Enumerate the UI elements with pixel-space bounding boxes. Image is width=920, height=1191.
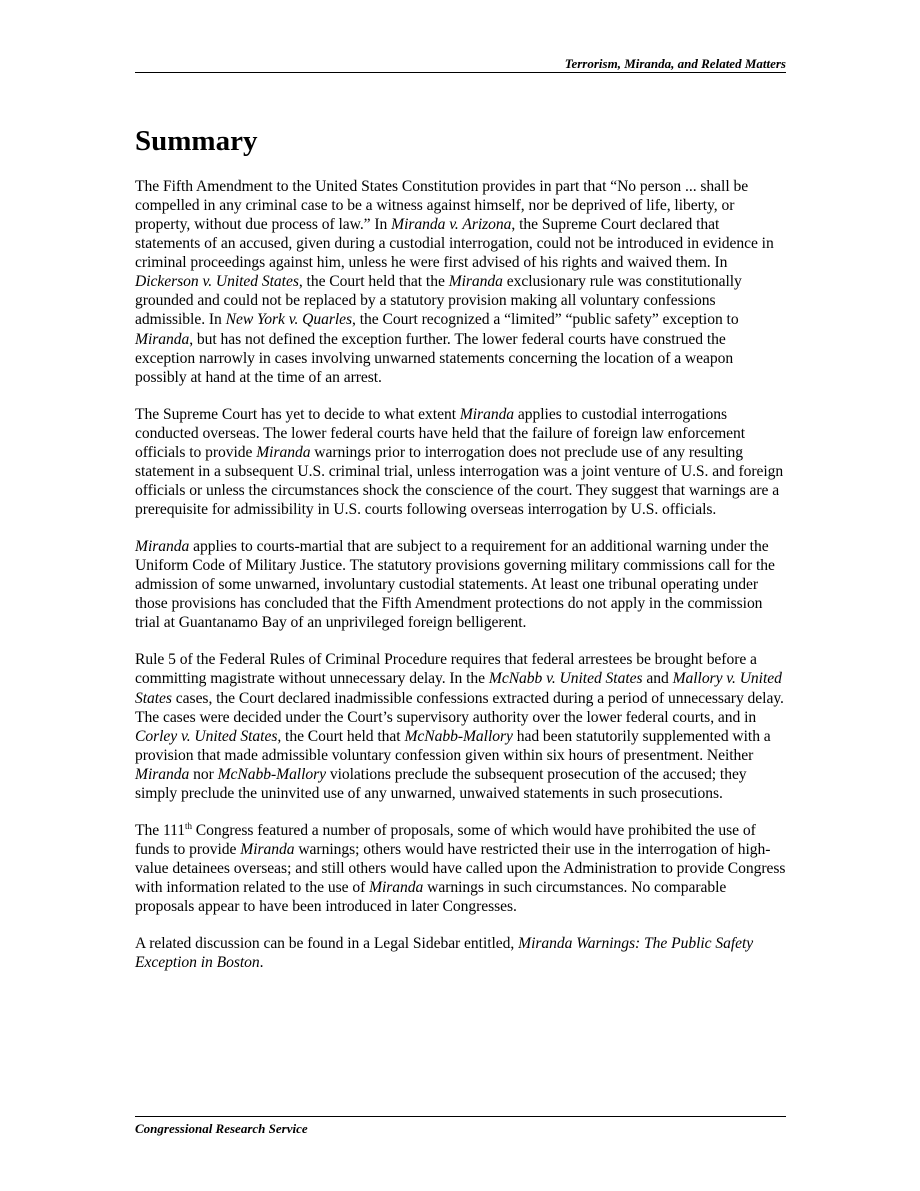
- italic-text-run: Miranda Warnings: The Public Safety Exception in Boston: [135, 935, 754, 972]
- text-run: The Supreme Court has yet to decide to what extent: [135, 405, 460, 423]
- footer-divider: [135, 1116, 786, 1117]
- text-run: warnings in such circumstances. No comparable proposals appear to have been introduced in later Congresses.: [135, 879, 727, 916]
- summary-body: [135, 177, 786, 990]
- text-run: and: [642, 670, 673, 688]
- italic-text-run: Mallory v. United States: [135, 670, 782, 707]
- italic-text-run: Miranda: [369, 879, 424, 897]
- text-run: The 111: [135, 821, 186, 839]
- italic-text-run: Dickerson v. United States: [135, 273, 299, 291]
- text-run: The Fifth Amendment to the United States Constitution provides in part that “No person ... shall be compelled in any criminal case to be a witness against himself, nor be deprived of life, liberty, or property, without due process of law.” In: [135, 178, 749, 234]
- italic-text-run: McNabb-Mallory: [217, 765, 327, 783]
- text-run: violations preclude the subsequent prosecution of the accused; they simply preclude the uninvited use of any unwarned, unwaived statements in such prosecutions.: [135, 765, 747, 802]
- header-divider: [135, 72, 786, 73]
- text-run: , the Court recognized a “limited” “public safety” exception to: [352, 311, 739, 329]
- footer-publisher: Congressional Research Service: [135, 1121, 308, 1136]
- italic-text-run: Miranda: [459, 405, 515, 423]
- text-run: applies to courts-martial that are subject to a requirement for an additional warning under the Uniform Code of Military Justice. The statutory provisions governing military commissions call for the admission of some unwarned, involuntary custodial statements. At least one tribunal operating under those provisions has concluded that the Fifth Amendment protections do not apply in the commission trial at Guantanamo Bay of an unprivileged foreign belligerent.: [135, 538, 775, 632]
- paragraph-rule-5: [135, 650, 786, 803]
- italic-text-run: Corley v. United States,: [135, 727, 282, 745]
- text-run: , the Supreme Court declared that statements of an accused, given during a custodial interrogation, could not be introduced in evidence in criminal proceedings against him, unless he were first advised of his rights and waived them. In: [135, 216, 774, 272]
- page-title: Summary: [135, 125, 258, 157]
- paragraph-overseas-interrogation: [135, 405, 786, 519]
- text-run: cases, the Court declared inadmissible confessions extracted during a period of unnecessary delay. The cases were decided under the Court’s supervisory authority over the lower federal courts, and in: [135, 689, 784, 726]
- italic-text-run: Miranda: [256, 443, 311, 461]
- text-run: , the Court held that the: [298, 273, 449, 291]
- italic-text-run: New York v. Quarles: [225, 311, 353, 329]
- paragraph-courts-martial: [135, 537, 786, 632]
- paragraph-related-discussion: [135, 934, 786, 972]
- paragraph-111th-congress: [135, 821, 786, 916]
- text-run: , but has not defined the exception further. The lower federal courts have construed the exception narrowly in cases involving unwarned statements concerning the location of a weapon possibly at hand at the time of an arrest.: [135, 330, 734, 386]
- italic-text-run: Miranda v. Arizona: [391, 216, 512, 234]
- italic-text-run: McNabb v. United States: [488, 670, 643, 688]
- italic-text-run: Miranda: [240, 840, 295, 858]
- italic-text-run: Miranda: [135, 538, 190, 556]
- italic-text-run: Miranda: [135, 330, 190, 348]
- text-run: nor: [189, 765, 218, 783]
- text-run: the Court held that: [281, 727, 405, 745]
- text-run: Rule 5 of the Federal Rules of Criminal Procedure requires that federal arrestees be brought before a committing magistrate without unnecessary delay. In the: [135, 651, 757, 688]
- text-run: exclusionary rule was constitutionally grounded and could not be replaced by a statutory provision making all voluntary confessions admissible. In: [135, 273, 742, 329]
- text-run: warnings; others would have restricted their use in the interrogation of high-value detainees overseas; and still others would have called upon the Administration to provide Congress with information related to the use of: [135, 840, 786, 897]
- text-run: had been statutorily supplemented with a provision that made admissible voluntary confession given within six hours of presentment. Neither: [135, 727, 771, 764]
- running-header: Terrorism, Miranda, and Related Matters: [564, 56, 786, 71]
- text-run: A related discussion can be found in a Legal Sidebar entitled,: [135, 935, 519, 953]
- paragraph-fifth-amendment: [135, 177, 786, 387]
- text-run: applies to custodial interrogations conducted overseas. The lower federal courts have held that the failure of foreign law enforcement officials to provide: [135, 405, 746, 461]
- italic-text-run: McNabb-Mallory: [404, 727, 513, 745]
- text-run: warnings prior to interrogation does not preclude use of any resulting statement in a subsequent U.S. criminal trial, unless interrogation was a joint venture of U.S. and foreign officials or unless the circumstances shock the conscience of the court. They suggest that warnings are a prerequisite for admissibility in U.S. courts following overseas interrogation by U.S. officials.: [135, 443, 784, 518]
- text-run: .: [259, 954, 264, 972]
- superscript-run: th: [185, 820, 192, 831]
- text-run: Congress featured a number of proposals, some of which would have prohibited the use of funds to provide: [135, 821, 756, 858]
- italic-text-run: Miranda: [135, 765, 190, 783]
- italic-text-run: Miranda: [448, 273, 503, 291]
